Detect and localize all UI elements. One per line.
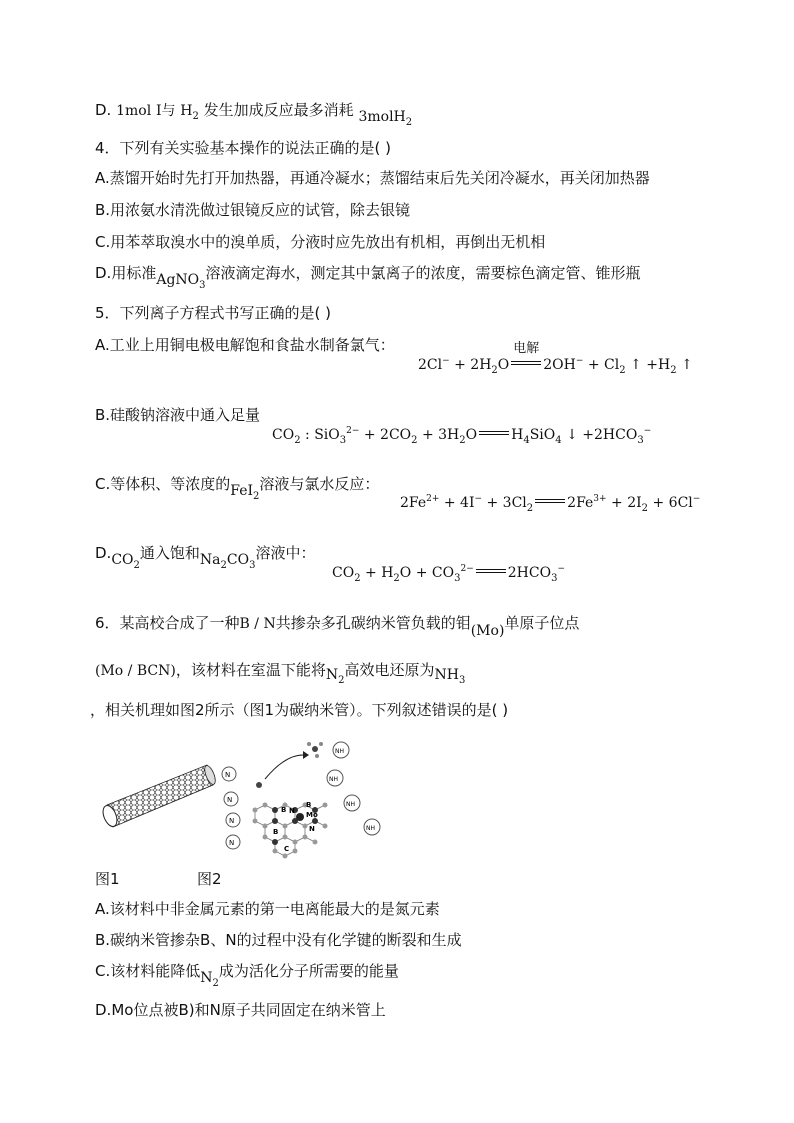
svg-text:Mo: Mo bbox=[306, 811, 318, 819]
q6-option-b: B.碳纳米管掺杂B、N的过程中没有化学键的断裂和生成 bbox=[95, 931, 462, 949]
nanotube-illustration bbox=[100, 764, 217, 828]
q6-stem-line1: 6．某高校合成了一种B / N共掺杂多孔碳纳米管负载的钼(Mo)单原子位点 bbox=[95, 614, 580, 639]
svg-text:NH: NH bbox=[329, 776, 338, 783]
n2-adsorbing bbox=[256, 782, 262, 788]
chem-I: I与 bbox=[155, 103, 176, 119]
chem-1mol: 1mol bbox=[116, 103, 152, 119]
n2-molecule-1 bbox=[222, 767, 236, 781]
q5-equation-b: $CO_2$ : $SiO_3^{2-} + 2CO_2 + 3H_2O$ $H_4SiO_4$ ↓ $+2HCO_3^-$ bbox=[272, 426, 652, 446]
nh3-molecule-3 bbox=[344, 795, 360, 811]
svg-text:N: N bbox=[229, 817, 235, 825]
q5-option-d: $D.CO_2$通入饱和$Na_2CO_3$溶液中： bbox=[95, 544, 316, 571]
mo-atom bbox=[296, 813, 304, 821]
q3-option-d: D. 1mol I与 $H_2$ 发生加成反应最多消耗 3molH$_2$ bbox=[95, 101, 413, 128]
q6-stem-line3: ，相关机理如图2所示（图1为碳纳米管）。下列叙述错误的是( ) bbox=[90, 701, 509, 719]
svg-text:NH: NH bbox=[366, 825, 375, 832]
reaction-arrow bbox=[265, 755, 303, 779]
svg-text:B: B bbox=[273, 828, 279, 836]
mechanism-figure bbox=[95, 735, 405, 865]
svg-text:C: C bbox=[284, 845, 290, 853]
q6-option-d: D.Mo位点被B)和N原子共同固定在纳米管上 bbox=[95, 1001, 386, 1019]
chem-3molh2: 3molH$_2$ bbox=[358, 109, 413, 128]
q5-option-b: B.硅酸钠溶液中通入足量 bbox=[95, 406, 261, 424]
svg-text:B: B bbox=[306, 801, 312, 809]
q4-option-d: D.用标准AgNO$_3$溶液滴定海水，测定其中氯离子的浓度，需要棕色滴定管、锥形瓶 bbox=[95, 264, 641, 291]
q5-equation-a: $2Cl^- + 2H_2O$ 电解 $2OH^- + Cl_2$ ↑ $+H_2$ ↑ bbox=[418, 356, 693, 376]
svg-text:N: N bbox=[225, 771, 231, 779]
q4-option-a: A.蒸馏开始时先打开加热器，再通冷凝水；蒸馏结束后先关闭冷凝水，再关闭加热器 bbox=[95, 169, 650, 187]
figure-2-caption: 图2 bbox=[197, 870, 222, 888]
q6-option-c: C.该材料能降低$N_2$成为活化分子所需要的能量 bbox=[95, 962, 399, 989]
q5-option-c: C.等体积、等浓度的FeI$_2$溶液与氯水反应： bbox=[95, 475, 380, 502]
mechanism-illustration bbox=[222, 742, 380, 859]
figure-1-caption: 图1 bbox=[95, 870, 120, 888]
q6-stem-line2: (Mo / BCN)，该材料在室温下能将$N_2$高效电还原为$NH_3$ bbox=[95, 661, 466, 686]
nh3-molecule-2 bbox=[327, 770, 343, 786]
svg-text:N: N bbox=[289, 807, 295, 815]
q4-option-b: B.用浓氨水清洗做过银镜反应的试管，除去银镜 bbox=[95, 201, 411, 219]
q5-equation-d: $CO_2 + H_2O + CO_3^{2-}$ $2HCO_3^-$ bbox=[332, 564, 565, 584]
n2-molecule-4 bbox=[226, 835, 240, 849]
svg-text:N: N bbox=[227, 796, 233, 804]
nh3-product-molecule bbox=[307, 742, 323, 758]
svg-text:N: N bbox=[229, 839, 235, 847]
q6-option-a: A.该材料中非金属元素的第一电离能最大的是氮元素 bbox=[95, 900, 440, 918]
svg-text:NH: NH bbox=[335, 748, 344, 755]
svg-text:B: B bbox=[281, 806, 287, 814]
q4-stem: 4．下列有关实验基本操作的说法正确的是( ) bbox=[95, 139, 392, 157]
nh3-molecule-4 bbox=[364, 819, 380, 835]
q5-option-a: A.工业上用铜电极电解饱和食盐水制备氯气： bbox=[95, 336, 395, 354]
svg-text:NH: NH bbox=[346, 801, 355, 808]
electrolysis-label: 电解 bbox=[513, 341, 540, 356]
nh3-molecule-1 bbox=[333, 742, 349, 758]
q5-equation-c: $2Fe^{2+} + 4I^- + 3Cl_2$ $2Fe^{3+} + 2I_2 + 6Cl^-$ bbox=[400, 494, 701, 514]
q5-stem: 5．下列离子方程式书写正确的是( ) bbox=[95, 304, 332, 322]
n2-molecule-2 bbox=[224, 792, 238, 806]
svg-text:N: N bbox=[309, 825, 315, 833]
q4-option-c: C.用苯萃取溴水中的溴单质，分液时应先放出有机相，再倒出无机相 bbox=[95, 233, 546, 251]
n2-molecule-3 bbox=[226, 813, 240, 827]
chem-h2: $H_2$ bbox=[180, 103, 199, 122]
